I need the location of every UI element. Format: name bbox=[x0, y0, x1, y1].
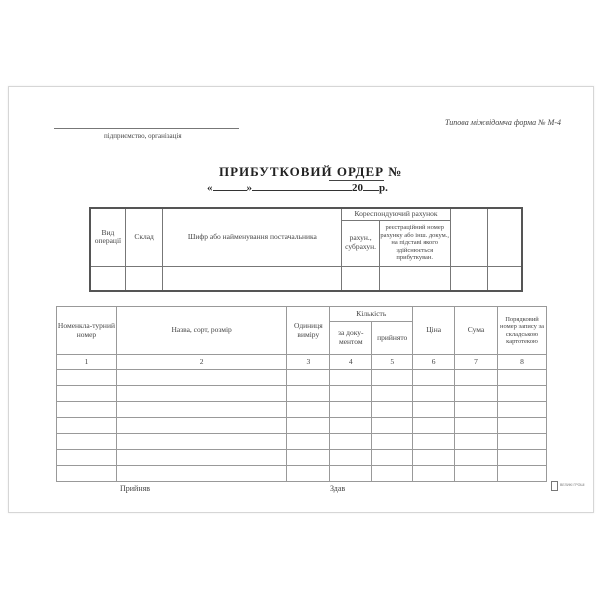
table-cell[interactable] bbox=[413, 370, 455, 386]
table-cell[interactable] bbox=[372, 386, 413, 402]
col-card-header: Порядковий номер запису за складською картотекою bbox=[498, 307, 547, 355]
table-cell[interactable] bbox=[116, 434, 286, 450]
table-cell[interactable] bbox=[330, 450, 372, 466]
table1-cell[interactable] bbox=[163, 266, 342, 291]
table-cell[interactable] bbox=[413, 434, 455, 450]
table-cell[interactable] bbox=[372, 434, 413, 450]
table-cell[interactable] bbox=[498, 434, 547, 450]
column-number: 5 bbox=[372, 355, 413, 370]
table-cell[interactable] bbox=[57, 450, 117, 466]
form-sheet bbox=[8, 86, 594, 513]
col-quantity-header: Кількість bbox=[330, 307, 413, 322]
table-cell[interactable] bbox=[455, 402, 498, 418]
table-cell[interactable] bbox=[116, 370, 286, 386]
col-analytic-header: реєстраційний номер рахунку або інш. докум., на підставі якого здійснюється прибуткуван. bbox=[379, 220, 450, 266]
table-row bbox=[57, 386, 547, 402]
col-unit-header: Одиниця виміру bbox=[287, 307, 330, 355]
table-cell[interactable] bbox=[372, 370, 413, 386]
date-row bbox=[207, 180, 388, 194]
table-cell[interactable] bbox=[498, 466, 547, 482]
table-cell[interactable] bbox=[455, 434, 498, 450]
order-header-table bbox=[89, 207, 523, 292]
table-cell[interactable] bbox=[372, 418, 413, 434]
table-cell[interactable] bbox=[57, 418, 117, 434]
table-cell[interactable] bbox=[330, 402, 372, 418]
table1-cell[interactable] bbox=[90, 266, 125, 291]
year-prefix: 20 bbox=[352, 182, 363, 194]
col-qty-doc-header: за доку-ментом bbox=[330, 322, 372, 355]
table1-cell[interactable] bbox=[125, 266, 162, 291]
column-number: 6 bbox=[413, 355, 455, 370]
table-cell[interactable] bbox=[57, 370, 117, 386]
table-cell[interactable] bbox=[498, 370, 547, 386]
date-month-blank bbox=[252, 180, 352, 191]
table-cell[interactable] bbox=[57, 434, 117, 450]
table-cell[interactable] bbox=[287, 370, 330, 386]
table-cell[interactable] bbox=[287, 418, 330, 434]
table-cell[interactable] bbox=[330, 434, 372, 450]
column-number: 3 bbox=[287, 355, 330, 370]
accepted-by-label: Прийняв bbox=[120, 484, 151, 493]
table-cell[interactable] bbox=[116, 450, 286, 466]
date-year-blank bbox=[363, 180, 379, 191]
table-row bbox=[57, 434, 547, 450]
date-day-blank bbox=[213, 180, 247, 191]
table-cell[interactable] bbox=[116, 418, 286, 434]
col-operation-header: Вид операції bbox=[90, 208, 125, 266]
table-cell[interactable] bbox=[455, 466, 498, 482]
date-open-quote: « bbox=[207, 182, 213, 194]
table-cell[interactable] bbox=[498, 386, 547, 402]
table-cell[interactable] bbox=[372, 450, 413, 466]
col-empty-header bbox=[488, 208, 522, 266]
table1-cell[interactable] bbox=[488, 266, 522, 291]
col-nomenclature-header: Номенкла-турний номер bbox=[57, 307, 117, 355]
table-cell[interactable] bbox=[413, 450, 455, 466]
organization-caption: підприємство, організація bbox=[104, 132, 182, 140]
table-cell[interactable] bbox=[287, 466, 330, 482]
table-cell[interactable] bbox=[372, 402, 413, 418]
table-cell[interactable] bbox=[455, 450, 498, 466]
table-cell[interactable] bbox=[413, 466, 455, 482]
table1-cell[interactable] bbox=[379, 266, 450, 291]
table-row bbox=[57, 370, 547, 386]
col-corr-account-header: Кореспондуючий рахунок bbox=[342, 208, 450, 220]
table1-cell[interactable] bbox=[450, 266, 487, 291]
column-number: 8 bbox=[498, 355, 547, 370]
logo-text: ВЕЛИКІ ГРОШІ bbox=[560, 483, 585, 488]
column-number: 2 bbox=[116, 355, 286, 370]
handed-by-label: Здав bbox=[330, 484, 346, 493]
table-cell[interactable] bbox=[287, 386, 330, 402]
table-cell[interactable] bbox=[57, 466, 117, 482]
table-row bbox=[57, 418, 547, 434]
table-cell[interactable] bbox=[330, 386, 372, 402]
col-name-header: Назва, сорт, розмір bbox=[116, 307, 286, 355]
table-cell[interactable] bbox=[455, 370, 498, 386]
col-empty-header bbox=[450, 208, 487, 266]
table-cell[interactable] bbox=[498, 402, 547, 418]
table-cell[interactable] bbox=[116, 402, 286, 418]
table-cell[interactable] bbox=[287, 402, 330, 418]
table-cell[interactable] bbox=[498, 418, 547, 434]
table-cell[interactable] bbox=[498, 450, 547, 466]
table-row bbox=[57, 466, 547, 482]
table-cell[interactable] bbox=[455, 418, 498, 434]
column-number: 7 bbox=[455, 355, 498, 370]
organization-line bbox=[54, 128, 239, 129]
date-close-quote: » bbox=[246, 182, 252, 194]
column-number: 1 bbox=[57, 355, 117, 370]
table-cell[interactable] bbox=[57, 386, 117, 402]
table-cell[interactable] bbox=[413, 402, 455, 418]
table-cell[interactable] bbox=[330, 370, 372, 386]
col-warehouse-header: Склад bbox=[125, 208, 162, 266]
table-cell[interactable] bbox=[413, 386, 455, 402]
col-supplier-header: Шифр або найменування постачальника bbox=[163, 208, 342, 266]
year-suffix: р. bbox=[379, 182, 388, 194]
logo-icon bbox=[551, 481, 558, 491]
table-row bbox=[57, 402, 547, 418]
publisher-logo bbox=[551, 481, 591, 491]
typical-form-label: Типова міжвідомча форма № М-4 bbox=[445, 118, 561, 127]
table-cell[interactable] bbox=[455, 386, 498, 402]
col-sum-header: Сума bbox=[455, 307, 498, 355]
column-number: 4 bbox=[330, 355, 372, 370]
table-cell[interactable] bbox=[116, 466, 286, 482]
table1-cell[interactable] bbox=[342, 266, 379, 291]
col-price-header: Ціна bbox=[413, 307, 455, 355]
table-row bbox=[57, 450, 547, 466]
table-cell[interactable] bbox=[330, 466, 372, 482]
table-cell[interactable] bbox=[57, 402, 117, 418]
items-table bbox=[56, 306, 547, 482]
table-cell[interactable] bbox=[116, 386, 286, 402]
col-qty-accepted-header: прийнято bbox=[372, 322, 413, 355]
table-cell[interactable] bbox=[287, 450, 330, 466]
col-account-header: рахун., субрахун. bbox=[342, 220, 379, 266]
table-cell[interactable] bbox=[413, 418, 455, 434]
table-cell[interactable] bbox=[330, 418, 372, 434]
table-cell[interactable] bbox=[287, 434, 330, 450]
page-title: ПРИБУТКОВИЙ ОРДЕР № bbox=[219, 164, 403, 179]
table-cell[interactable] bbox=[372, 466, 413, 482]
